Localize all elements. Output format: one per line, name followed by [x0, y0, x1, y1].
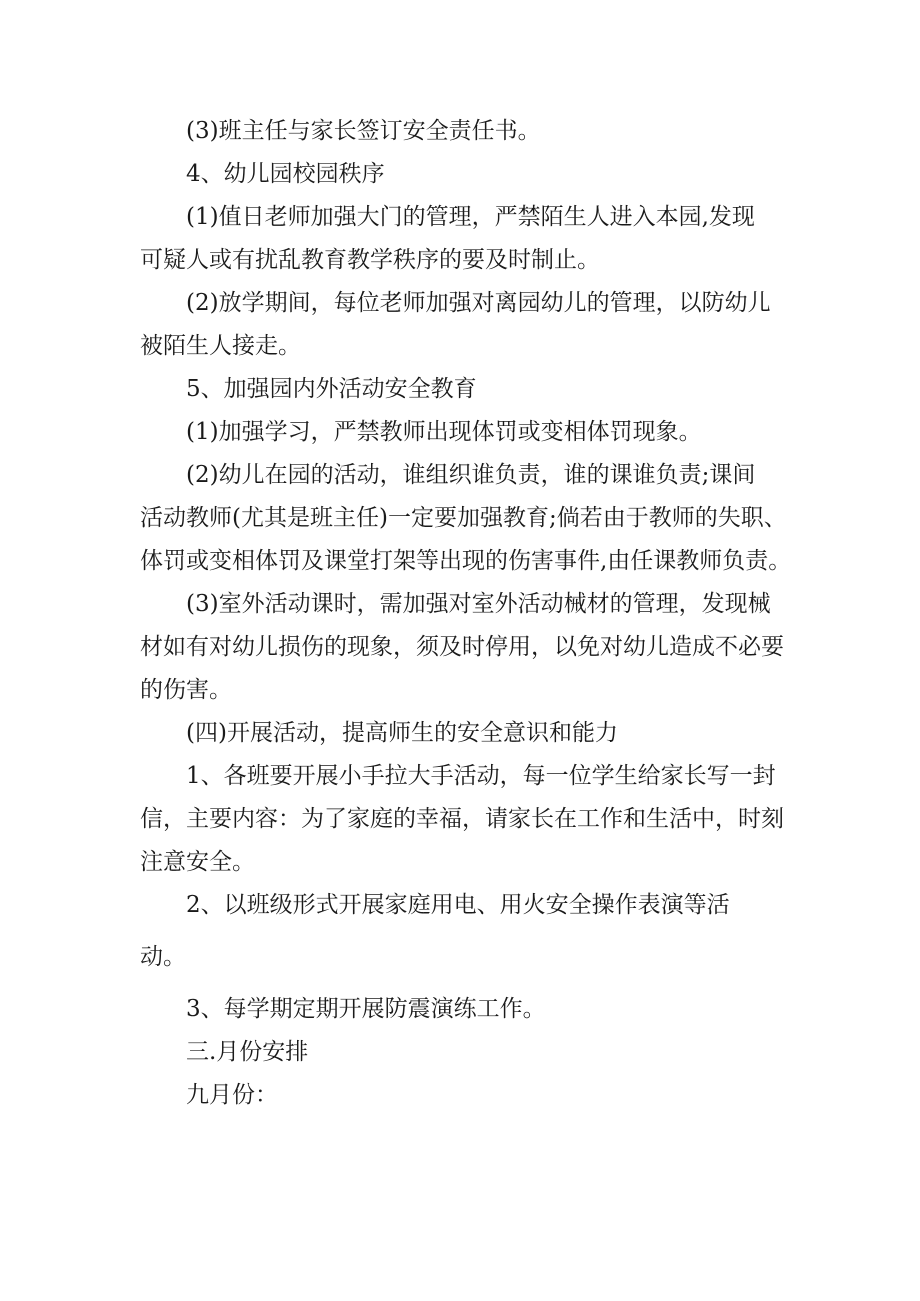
text-line: 注意安全。	[140, 849, 255, 875]
text-line: 3、每学期定期开展防震演练工作。	[186, 996, 546, 1022]
text-line: (1)值日老师加强大门的管理，严禁陌生人进入本园,发现	[186, 204, 755, 230]
text-line: 1、各班要开展小手拉大手活动，每一位学生给家长写一封	[186, 763, 776, 789]
text-line: 材如有对幼儿损伤的现象，须及时停用，以免对幼儿造成不必要	[140, 634, 784, 660]
text-line: 2、以班级形式开展家庭用电、用火安全操作表演等活	[186, 892, 730, 918]
text-line: 体罚或变相体罚及课堂打架等出现的伤害事件,由任课教师负责。	[140, 548, 792, 574]
text-line: 活动教师(尤其是班主任)一定要加强教育;倘若由于教师的失职、	[140, 505, 787, 531]
text-line: 被陌生人接走。	[140, 333, 301, 359]
text-line: (3)班主任与家长签订安全责任书。	[186, 118, 541, 144]
text-line: 可疑人或有扰乱教育教学秩序的要及时制止。	[140, 247, 600, 273]
text-line: 信，主要内容：为了家庭的幸福，请家长在工作和生活中，时刻	[140, 806, 784, 832]
text-line: 动。	[140, 944, 186, 970]
text-line: (3)室外活动课时，需加强对室外活动械材的管理，发现械	[186, 591, 771, 617]
section-heading: 三.月份安排	[186, 1039, 309, 1065]
text-line: (2)幼儿在园的活动，谁组织谁负责，谁的课谁负责;课间	[186, 462, 756, 488]
text-line: 的伤害。	[140, 677, 232, 703]
text-line: (1)加强学习，严禁教师出现体罚或变相体罚现象。	[186, 419, 702, 445]
text-line: (2)放学期间，每位老师加强对离园幼儿的管理，以防幼儿	[186, 290, 771, 316]
section-heading: 4、幼儿园校园秩序	[186, 161, 385, 187]
section-heading: (四)开展活动，提高师生的安全意识和能力	[186, 720, 618, 746]
document-body	[140, 110, 792, 1117]
section-heading: 5、加强园内外活动安全教育	[186, 376, 477, 402]
text-line: 九月份：	[186, 1082, 278, 1108]
